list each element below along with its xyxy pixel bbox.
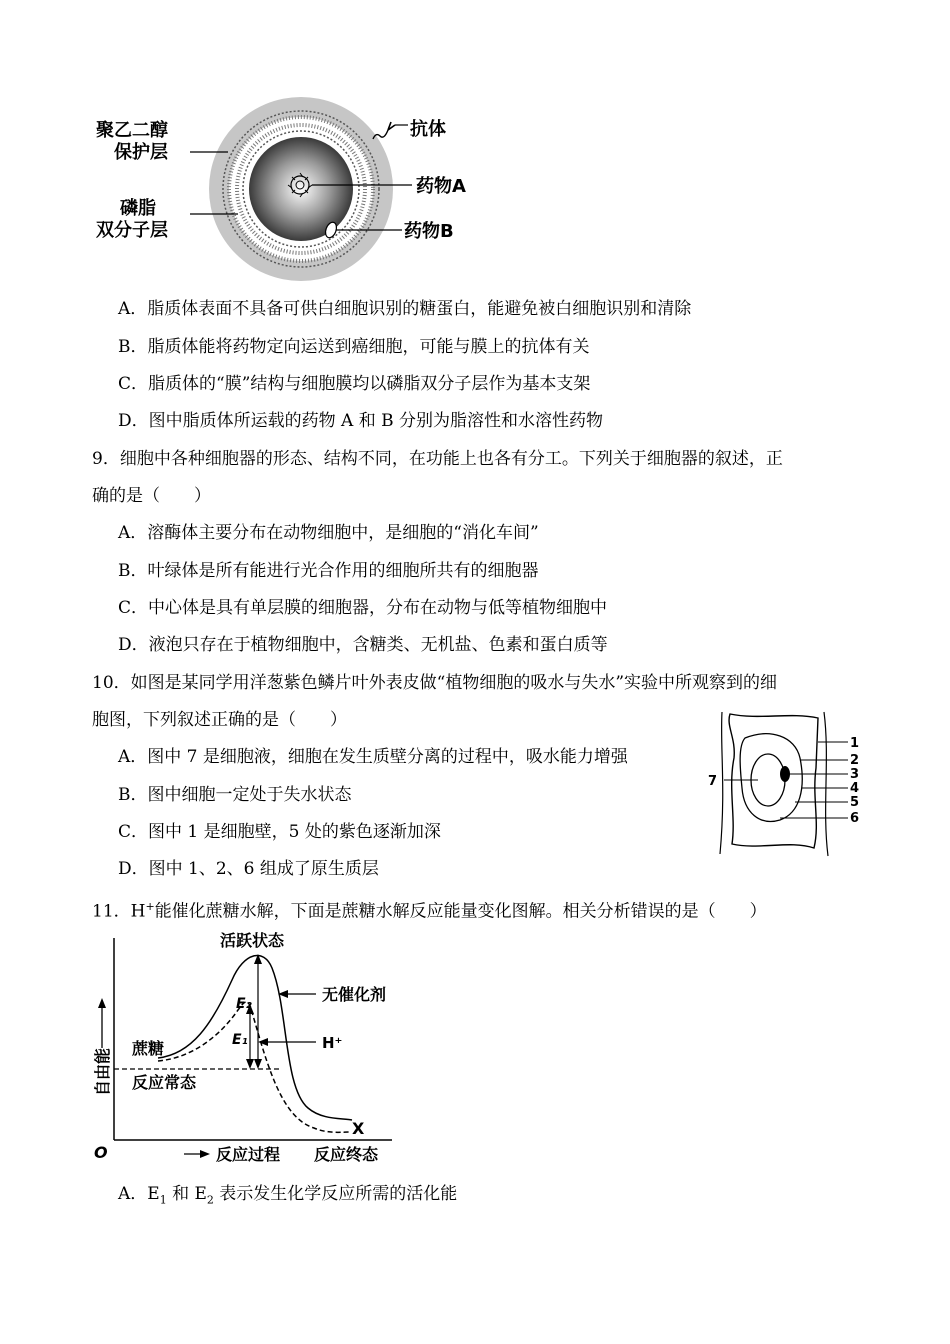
cell-label-1: 1 (850, 736, 860, 751)
protoplast (740, 734, 802, 822)
q11-option-a-prefix: A．E (118, 1184, 160, 1204)
e1-label: E₁ (232, 1032, 248, 1048)
cell-label-5: 5 (850, 795, 860, 810)
q9-option-b: B．叶绿体是所有能进行光合作用的细胞所共有的细胞器 (118, 561, 539, 581)
catalyzed-curve (158, 1002, 350, 1132)
q9-option-d: D．液泡只存在于植物细胞中，含糖类、无机盐、色素和蛋白质等 (118, 635, 608, 655)
q10-stem-line2: 胞图，下列叙述正确的是（ ） (92, 710, 347, 730)
y-axis-label: 自由能 (93, 1047, 112, 1096)
cell-label-3: 3 (850, 767, 860, 782)
q10-option-d: D．图中 1、2、6 组成了原生质层 (118, 859, 379, 879)
antibody-label: 抗体 (410, 119, 446, 140)
liposome-figure (90, 92, 490, 287)
e2-label: E₂ (236, 996, 252, 1012)
q11-stem-sup: + (145, 900, 155, 913)
normal-state-label: 反应常态 (132, 1073, 197, 1092)
q9-option-a: A．溶酶体主要分布在动物细胞中，是细胞的“消化车间” (118, 523, 539, 543)
q8-option-d: D．图中脂质体所运载的药物 A 和 B 分别为脂溶性和水溶性药物 (118, 411, 604, 431)
q10-option-c: C．图中 1 是细胞壁，5 处的紫色逐渐加深 (118, 822, 441, 842)
q10-stem-line1: 10．如图是某同学用洋葱紫色鳞片叶外表皮做“植物细胞的吸水与失水”实验中所观察到的细 (92, 673, 778, 693)
plant-cell-figure (700, 708, 865, 858)
q9-stem-line1: 9．细胞中各种细胞器的形态、结构不同，在功能上也各有分工。下列关于细胞器的叙述，正 (92, 449, 783, 469)
q9-stem-line2: 确的是（ ） (92, 486, 211, 506)
q11-option-a-sub1: 1 (159, 1193, 167, 1207)
process-label: 反应过程 (216, 1145, 281, 1164)
cell-label-6: 6 (850, 811, 860, 826)
q9-option-c: C．中心体是具有单层膜的细胞器，分布在动物与低等植物细胞中 (118, 598, 608, 618)
q10-option-b: B．图中细胞一定处于失水状态 (118, 785, 352, 805)
no-catalyst-label: 无催化剂 (322, 985, 387, 1004)
q11-stem (92, 896, 767, 923)
phospholipid-label-1: 磷脂 (120, 198, 156, 219)
q8-option-c: C．脂质体的“膜”结构与细胞膜均以磷脂双分子层作为基本支架 (118, 374, 591, 394)
cell-label-2: 2 (850, 753, 860, 768)
final-state-label: 反应终态 (314, 1145, 379, 1164)
nucleus (780, 766, 790, 782)
drug-b-label: 药物B (404, 221, 454, 242)
cell-label-7: 7 (708, 774, 718, 789)
h-ion-label: H⁺ (322, 1034, 343, 1052)
q10-option-a: A．图中 7 是细胞液，细胞在发生质壁分离的过程中，吸水能力增强 (118, 747, 628, 767)
q11-option-a-sub2: 2 (206, 1193, 214, 1207)
q11-stem-prefix: 11．H (92, 901, 146, 922)
q11-option-a-mid: 和 E (166, 1184, 207, 1204)
origin-label: O (94, 1143, 108, 1162)
sucrose-label: 蔗糖 (132, 1039, 165, 1058)
q8-option-a: A．脂质体表面不具备可供白细胞识别的糖蛋白，能避免被白细胞识别和清除 (118, 299, 692, 319)
x-label: X (352, 1119, 365, 1138)
energy-diagram (92, 928, 412, 1168)
q11-option-a (118, 1183, 457, 1211)
peg-label-1: 聚乙二醇 (96, 120, 168, 141)
active-state-label: 活跃状态 (220, 931, 285, 950)
q11-option-a-rest: 表示发生化学反应所需的活化能 (213, 1184, 458, 1204)
drug-a-label: 药物A (416, 176, 466, 197)
phospholipid-label-2: 双分子层 (96, 220, 168, 241)
peg-label-2: 保护层 (114, 142, 168, 163)
q8-option-b: B．脂质体能将药物定向运送到癌细胞，可能与膜上的抗体有关 (118, 337, 590, 357)
q11-stem-rest: 能催化蔗糖水解，下面是蔗糖水解反应能量变化图解。相关分析错误的是（ ） (154, 901, 767, 922)
cell-label-4: 4 (850, 781, 860, 796)
